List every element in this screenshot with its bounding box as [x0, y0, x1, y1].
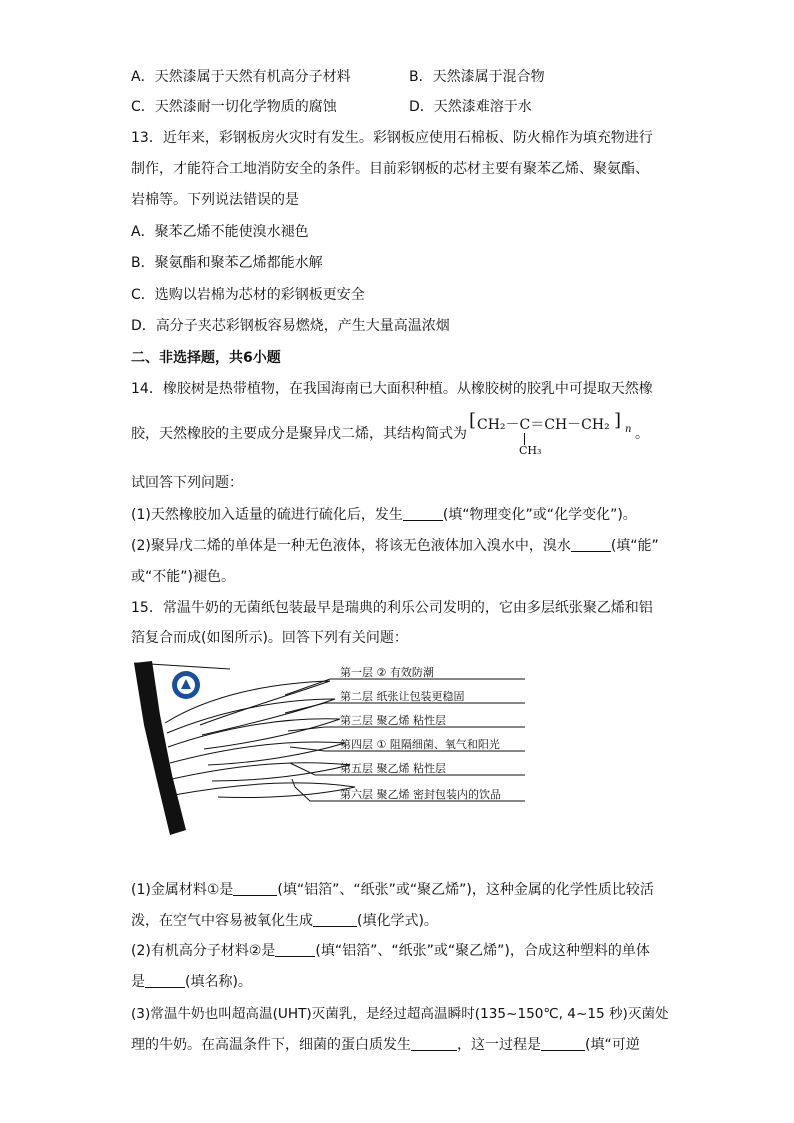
answer-blank[interactable] — [313, 912, 357, 927]
q15-stem-line2: 箔复合而成(如图所示)。回答下列有关问题： — [131, 630, 408, 646]
q15-part1-cont — [131, 911, 438, 931]
layer-label-2: 第五层 聚乙烯 粘性层 — [340, 762, 446, 775]
q13-option-b: B．聚氨酯和聚苯乙烯都能水解 — [131, 255, 323, 271]
q15-part3-text2: ，这一过程是 — [457, 1037, 541, 1053]
q15-part2-cont — [131, 972, 252, 992]
q15-part1-text: (1)金属材料①是 — [131, 882, 234, 898]
exam-page: A．天然漆属于天然有机高分子材料 B．天然漆属于混合物 C．天然漆耐一切化学物质的腐蚀 D．天然漆难溶于水 13．近年来，彩钢板房火灾时有发生。彩钢板应使用石棉板、防火棉作为填充物进行 制作，才能符合工地消防安全的条件。目前彩钢板的芯材主要有聚苯乙烯、聚氨酯、 岩棉等。下列说法错误的是 A．聚苯乙烯不能使溴水褪色 B．聚氨酯和聚苯乙烯都能水解 C．选购以岩棉为芯材的彩钢板更安全 D．高分子夹芯彩钢板容易燃烧，产生大量高温浓烟 二、非选择题，共6小题 14．橡胶树是热带植物，在我国海南已大面积种植。从橡胶树的胶乳中可提取天然橡 胶，天然橡胶的主要成分是聚异戊二烯，其结构简式为 [ CH₂－C＝CH－CH₂ ] n CH₃ 。 试回答下列问题： (1)天然橡胶加入适量的硫进行硫化后，发生 (填“物理变化”或“化学变化”)。 (2)聚异戊二烯的单体是一种无色液体，将该无色液体加入溴水中，溴水 (填“能” 或“不能”)褪色。 15．常温牛奶的无菌纸包装最早是瑞典的利乐公司发明的，它由多层纸张聚乙烯和铝 箔复合而成(如图所示)。回答下列有关问题： 第一层 ② 有效防潮 第二层 纸张让包装更稳固 第三层 聚乙烯 粘性层 第四层 ① 阻隔细菌、氧气和阳光 第五层 聚乙烯 粘性层 第六层 聚乙烯 密封包装内的饮品 (1)金属材料①是 (填“铝箔”、“纸张”或“聚乙烯”)，这种金属的化学性质比较活 泼，在空气中容易被氧化生成 (填化学式)。 (2)有机高分子材料②是 (填“铝箔”、“纸张”或“聚乙烯”)，合成这种塑料的单体 是 (填名称)。 (3)常温牛奶也叫超高温(UHT)灭菌乳，是经过超高温瞬时(135~150℃, 4~15 秒)灭菌处 理的牛奶。在高温条件下，细菌的蛋白质发生 ，这一过程是 (填“可逆 — [131, 69, 669, 1053]
q15-part1-hint: (填“铝箔”、“纸张”或“聚乙烯”)，这种金属的化学性质比较活 — [277, 882, 654, 898]
q12-option-c: C．天然漆耐一切化学物质的腐蚀 — [131, 99, 337, 115]
q14-part2 — [131, 536, 659, 556]
q15-part1-cont-hint: (填化学式)。 — [357, 913, 438, 929]
q15-part3-hint: (填“可逆 — [585, 1037, 640, 1053]
answer-blank[interactable] — [541, 1036, 585, 1051]
answer-blank[interactable] — [145, 973, 185, 988]
q13-option-c: C．选购以岩棉为芯材的彩钢板更安全 — [131, 287, 365, 303]
q14-part2-hint: (填“能” — [610, 538, 659, 554]
q15-part2 — [131, 941, 650, 961]
tetra-pak-logo — [172, 671, 200, 699]
q15-part1 — [131, 880, 654, 900]
layer-label-6: 第一层 ② 有效防潮 — [340, 666, 434, 679]
q12-option-a: A．天然漆属于天然有机高分子材料 — [131, 69, 351, 85]
layer-label-4: 第三层 聚乙烯 粘性层 — [340, 714, 446, 727]
answer-blank[interactable] — [403, 506, 443, 521]
q14-part1-hint: (填“物理变化”或“化学变化”)。 — [442, 507, 637, 523]
layer-label-3: 第四层 ① 阻隔细菌、氧气和阳光 — [340, 738, 500, 751]
q15-part2-cont-hint: (填名称)。 — [185, 974, 252, 990]
q15-part2-text: (2)有机高分子材料②是 — [131, 943, 276, 959]
formula-methyl-group: CH₃ — [519, 444, 542, 457]
q14-part1-text: (1)天然橡胶加入适量的硫进行硫化后，发生 — [131, 507, 403, 523]
q14-stem-end: 。 — [635, 426, 649, 442]
layer-sheets — [165, 681, 355, 798]
q15-part2-hint: (填“铝箔”、“纸张”或“聚乙烯”)，合成这种塑料的单体 — [315, 943, 650, 959]
q13-stem-line3: 岩棉等。下列说法错误的是 — [131, 192, 299, 208]
q15-part3-cont — [131, 1035, 640, 1055]
q13-option-d: D．高分子夹芯彩钢板容易燃烧，产生大量高温浓烟 — [131, 318, 450, 334]
q14-prompt: 试回答下列问题： — [131, 475, 243, 491]
formula-subscript-n: n — [625, 424, 632, 435]
q14-stem-line1: 14．橡胶树是热带植物，在我国海南已大面积种植。从橡胶树的胶乳中可提取天然橡 — [131, 381, 653, 397]
answer-blank[interactable] — [411, 1036, 457, 1051]
answer-blank[interactable] — [275, 942, 315, 957]
q15-part2-cont-text: 是 — [131, 974, 145, 990]
packaging-layers-diagram — [130, 655, 540, 840]
section-heading: 二、非选择题，共6小题 — [131, 350, 281, 366]
q12-option-b: B．天然漆属于混合物 — [409, 69, 545, 85]
q13-stem-line1: 13．近年来，彩钢板房火灾时有发生。彩钢板应使用石棉板、防火棉作为填充物进行 — [131, 130, 653, 146]
q15-part3-text: 理的牛奶。在高温条件下，细菌的蛋白质发生 — [131, 1037, 411, 1053]
answer-blank[interactable] — [233, 881, 277, 896]
layer-label-5: 第二层 纸张让包装更稳固 — [340, 690, 465, 703]
q14-part1 — [131, 505, 637, 525]
q14-stem-line2: 胶，天然橡胶的主要成分是聚异戊二烯，其结构简式为 — [131, 426, 467, 442]
q12-option-d: D．天然漆难溶于水 — [409, 99, 532, 115]
q15-part3: (3)常温牛奶也叫超高温(UHT)灭菌乳，是经过超高温瞬时(135~150℃, 4~15 秒)灭菌处 — [131, 1006, 669, 1022]
q14-part2-cont: 或“不能”)褪色。 — [131, 569, 235, 585]
q14-part2-text: (2)聚异戊二烯的单体是一种无色液体，将该无色液体加入溴水中，溴水 — [131, 538, 571, 554]
layer-label-1: 第六层 聚乙烯 密封包装内的饮品 — [340, 788, 501, 801]
q13-option-a: A．聚苯乙烯不能使溴水褪色 — [131, 224, 309, 240]
answer-blank[interactable] — [571, 537, 611, 552]
q15-part1-cont-text: 泼，在空气中容易被氧化生成 — [131, 913, 313, 929]
q13-stem-line2: 制作，才能符合工地消防安全的条件。目前彩钢板的芯材主要有聚苯乙烯、聚氨酯、 — [131, 161, 649, 177]
formula-main-chain: CH₂－C＝CH－CH₂ — [477, 417, 610, 433]
q15-stem-line1: 15．常温牛奶的无菌纸包装最早是瑞典的利乐公司发明的，它由多层纸张聚乙烯和铝 — [131, 600, 653, 616]
